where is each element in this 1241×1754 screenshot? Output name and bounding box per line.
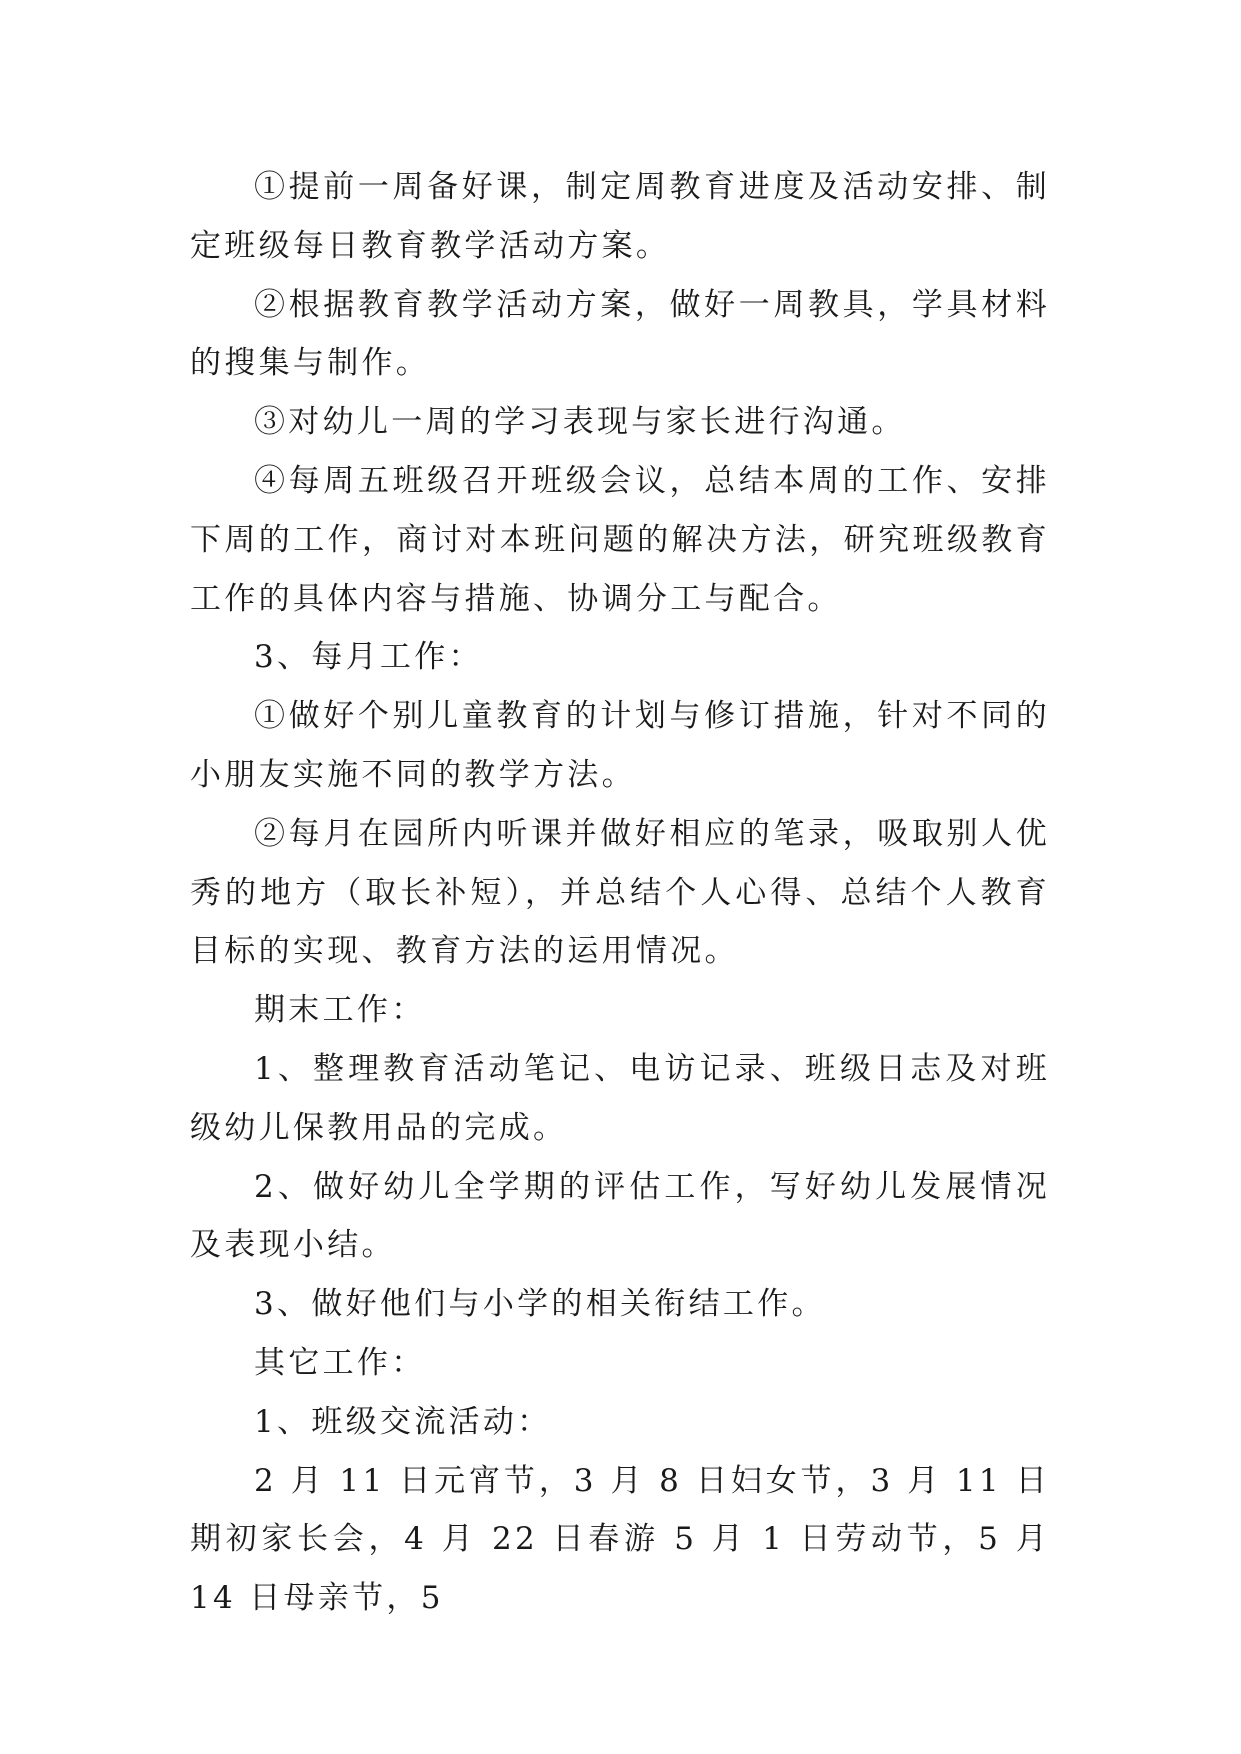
paragraph-monthly-item-2: ②每月在园所内听课并做好相应的笔录，吸取别人优秀的地方（取长补短），并总结个人心得、总结个人教育目标的实现、教育方法的运用情况。: [190, 815, 1050, 970]
paragraph-term-end-item-3: 3、做好他们与小学的相关衔结工作。: [254, 1286, 826, 1323]
paragraph-other-item-1: 1、班级交流活动：: [254, 1403, 552, 1440]
heading-term-end-work: 期末工作：: [254, 992, 426, 1029]
paragraph-activity-dates: 2 月 11 日元宵节，3 月 8 日妇女节，3 月 11 日期初家长会，4 月 22 日春游 5 月 1 日劳动节，5 月 14 日母亲节，5: [190, 1462, 1050, 1617]
paragraph-term-end-item-2: 2、做好幼儿全学期的评估工作，写好幼儿发展情况及表现小结。: [190, 1168, 1050, 1264]
paragraph-term-end-item-1: 1、整理教育活动笔记、电访记录、班级日志及对班级幼儿保教用品的完成。: [190, 1050, 1050, 1146]
paragraph-weekly-item-2: ②根据教育教学活动方案，做好一周教具，学具材料的搜集与制作。: [190, 286, 1050, 382]
heading-other-work: 其它工作：: [254, 1344, 426, 1381]
paragraph-monthly-item-1: ①做好个别儿童教育的计划与修订措施，针对不同的小朋友实施不同的教学方法。: [190, 698, 1050, 793]
paragraph-weekly-item-4: ④每周五班级召开班级会议，总结本周的工作、安排下周的工作，商讨对本班问题的解决方法，研究班级教育工作的具体内容与措施、协调分工与配合。: [190, 462, 1050, 617]
paragraph-weekly-item-3: ③对幼儿一周的学习表现与家长进行沟通。: [254, 404, 906, 441]
heading-monthly-work: 3、每月工作：: [254, 639, 483, 676]
paragraph-weekly-item-1: ①提前一周备好课，制定周教育进度及活动安排、制定班级每日教育教学活动方案。: [190, 169, 1050, 264]
document-body: [190, 158, 1050, 1628]
